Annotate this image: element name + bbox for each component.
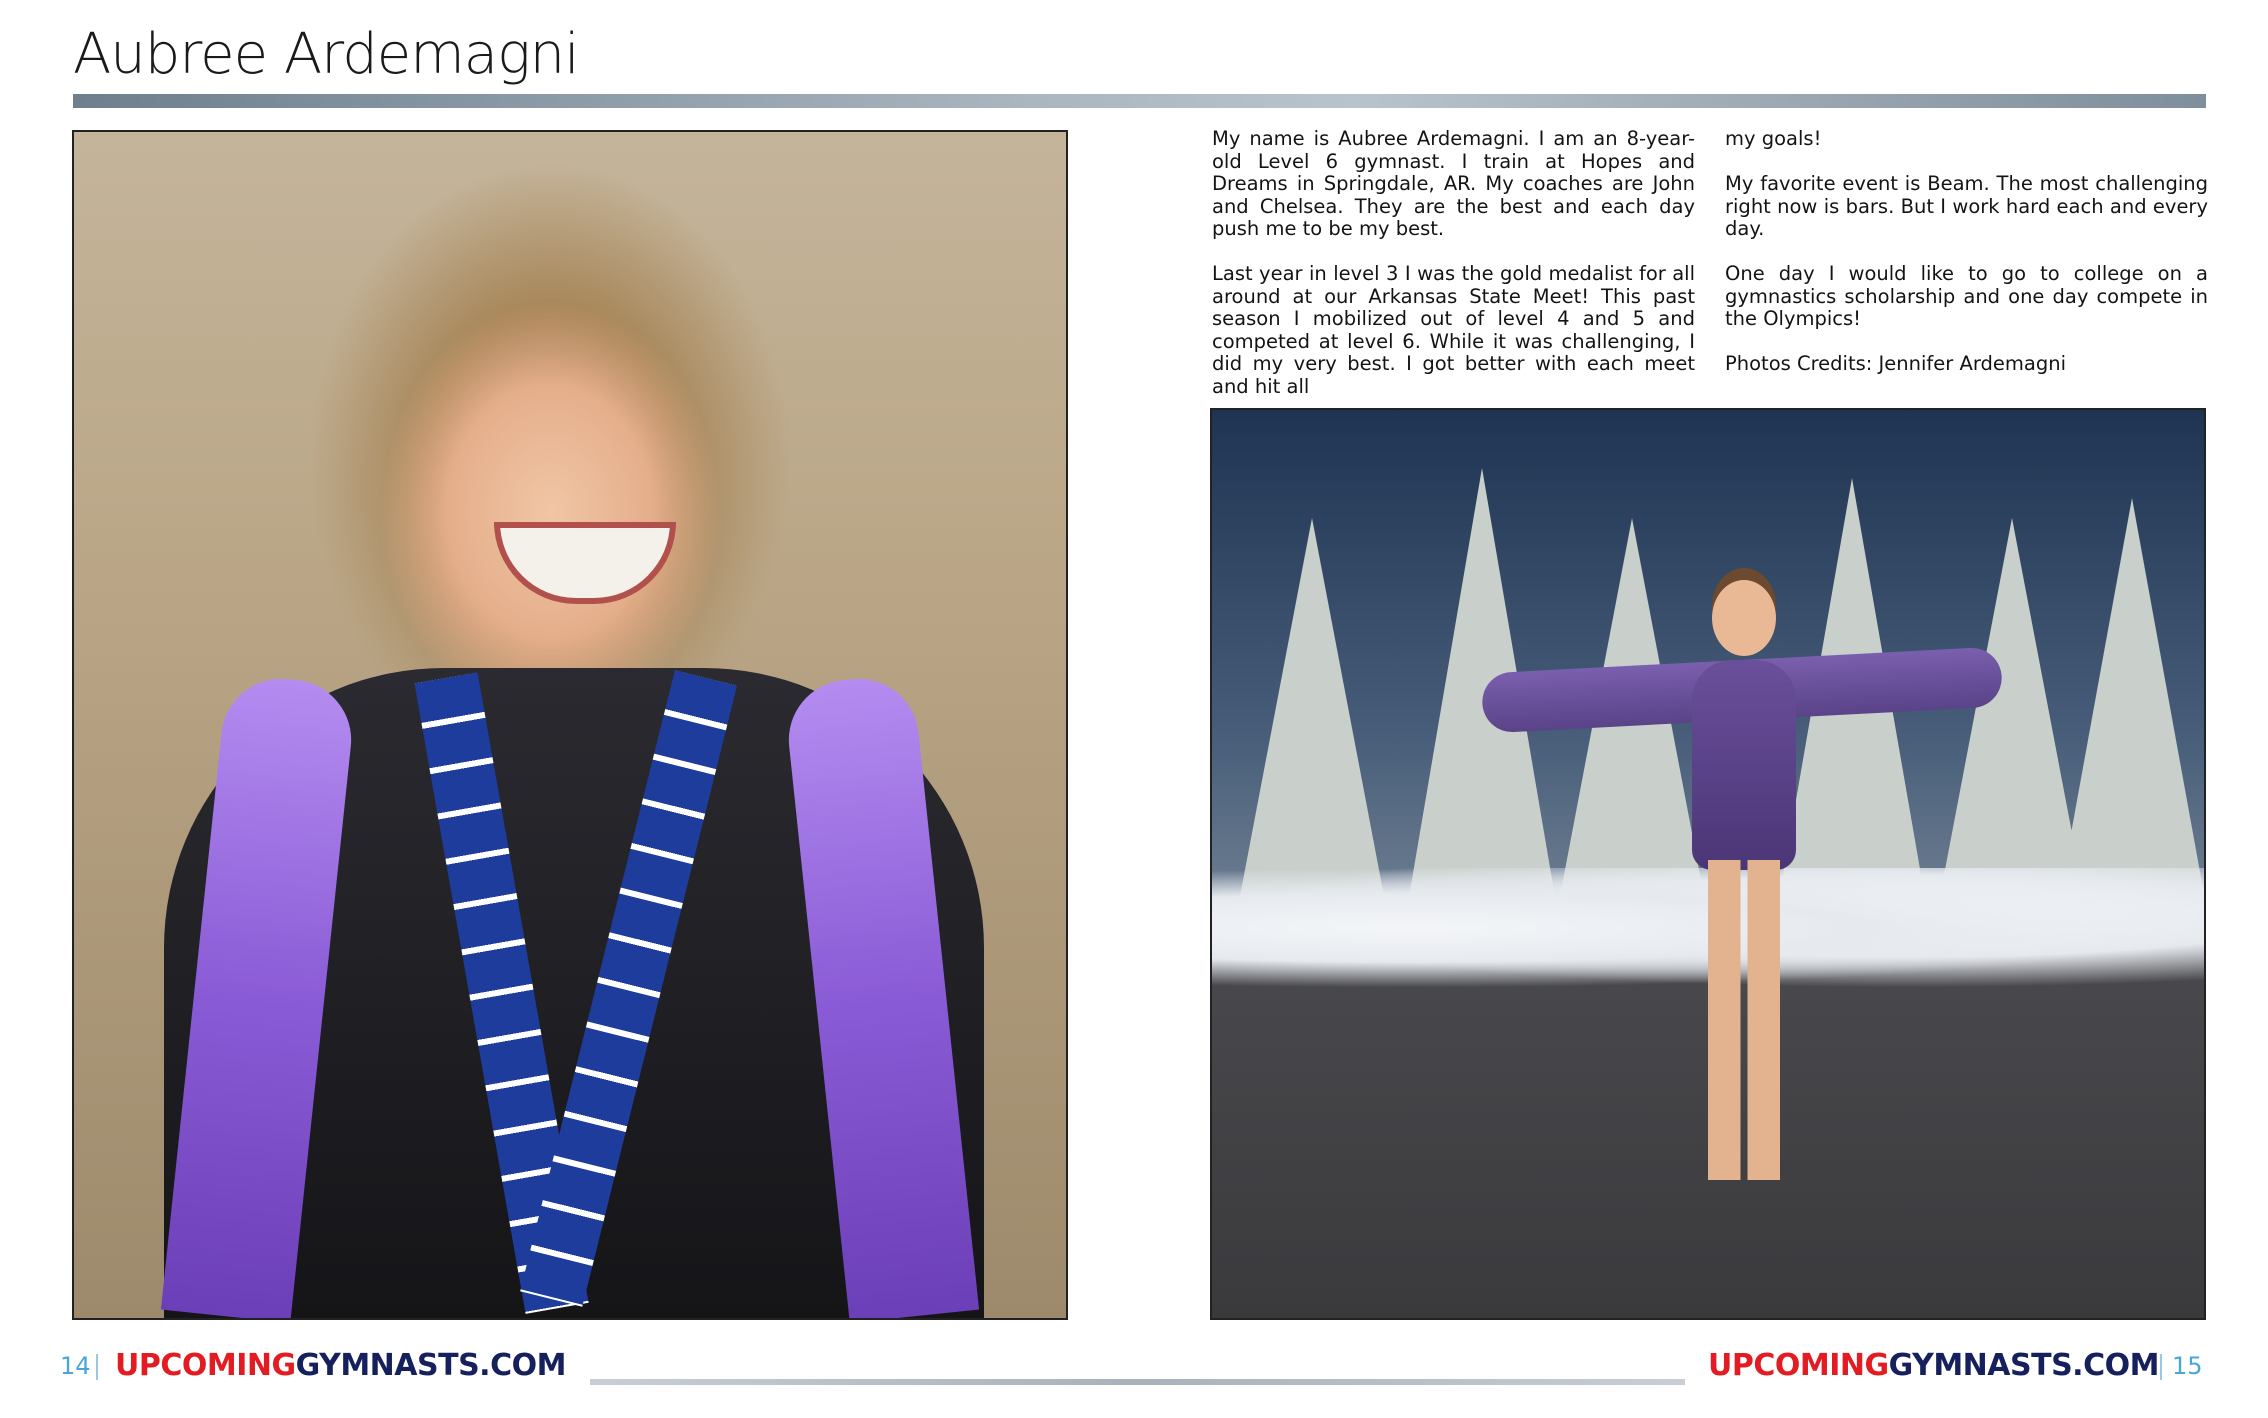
portrait-photo	[72, 130, 1068, 1320]
brand-part-red: UPCOMING	[1708, 1348, 1889, 1383]
brand-part-red: UPCOMING	[115, 1348, 296, 1383]
footer-separator-right	[2160, 1354, 2162, 1380]
article-column-1	[1212, 128, 1695, 398]
page-title: Aubree Ardemagni	[73, 22, 579, 87]
footer-separator-left	[96, 1354, 98, 1380]
article-paragraph: My name is Aubree Ardemagni. I am an 8-year-old Level 6 gymnast. I train at Hopes and Dreams in Springdale, AR. My coaches are John and Chelsea. They are the best and each day push me to be my best.	[1212, 127, 1695, 240]
photo-smile	[494, 522, 676, 604]
brand-part-navy: GYMNASTS.COM	[1888, 1348, 2159, 1383]
footer-brand-right	[1708, 1348, 2159, 1383]
article-column-2	[1725, 128, 2208, 398]
photo-gymnast-legs	[1708, 860, 1780, 1180]
article-paragraph: Last year in level 3 I was the gold medalist for all around at our Arkansas State Meet! This past season I mobilized out of level 4 and 5 and competed at level 6. While it was challenging, I did my very best. I got better with each meet and hit all	[1212, 262, 1695, 398]
photo-gymnast-head	[1712, 580, 1776, 656]
title-divider	[73, 94, 2206, 108]
photo-gymnast	[1682, 580, 1802, 1200]
photo-credits: Photos Credits: Jennifer Ardemagni	[1725, 352, 2067, 375]
page-number-right: 15	[2172, 1352, 2203, 1380]
article-paragraph: my goals!	[1725, 127, 1822, 150]
article-paragraph: My favorite event is Beam. The most challenging right now is bars. But I work hard each and every day.	[1725, 172, 2208, 240]
page-number-left: 14	[60, 1352, 91, 1380]
footer-brand-left	[115, 1348, 566, 1383]
footer-divider	[590, 1379, 1685, 1385]
winter-backdrop-photo	[1210, 408, 2206, 1320]
article-paragraph: One day I would like to go to college on a gymnastics scholarship and one day compete in the Olympics!	[1725, 262, 2208, 330]
photo-gymnast-leotard	[1692, 660, 1796, 870]
brand-part-navy: GYMNASTS.COM	[295, 1348, 566, 1383]
